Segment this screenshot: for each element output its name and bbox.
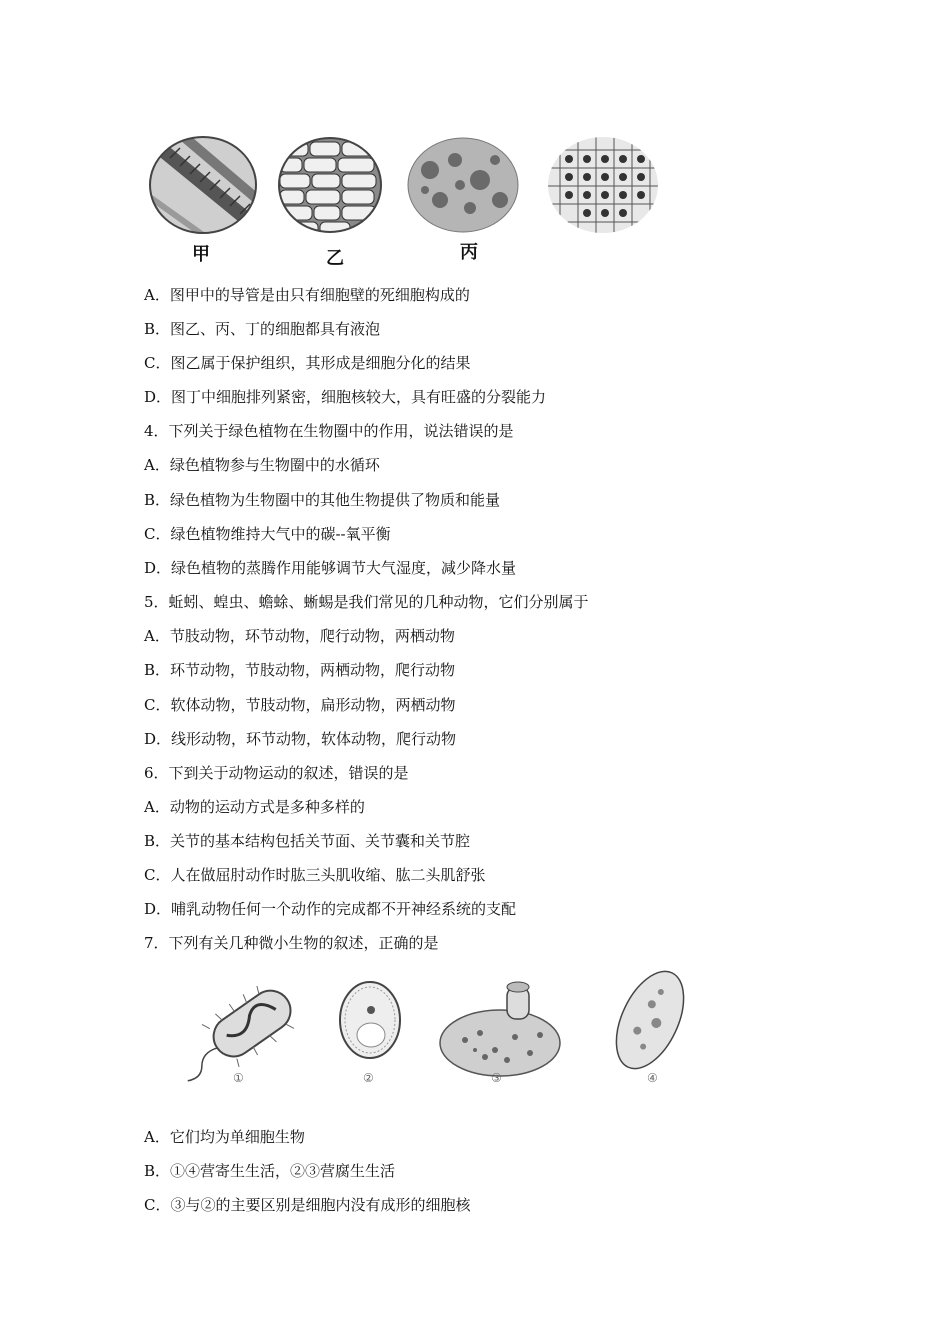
meristem-tissue-image bbox=[545, 130, 665, 240]
mesophyll-tissue-image bbox=[400, 130, 530, 240]
q7-option-b: B．①④营寄生生活，②③营腐生生活 bbox=[144, 1162, 396, 1180]
tissue-figure-drawing bbox=[140, 130, 670, 270]
q6-stem: 6．下到关于动物运动的叙述，错误的是 bbox=[144, 764, 409, 782]
q5-option-c: C．软体动物，节肢动物，扁形动物，两栖动物 bbox=[144, 696, 456, 714]
q4-option-c: C．绿色植物维持大气中的碳--氧平衡 bbox=[144, 525, 391, 543]
label-4: ④ bbox=[647, 1071, 658, 1085]
q3-option-a: A．图甲中的导管是由只有细胞壁的死细胞构成的 bbox=[144, 286, 470, 304]
vessel-tissue-image bbox=[140, 130, 270, 240]
q6-option-b: B．关节的基本结构包括关节面、关节囊和关节腔 bbox=[144, 832, 471, 850]
q5-stem: 5．蚯蚓、蝗虫、蟾蜍、蜥蜴是我们常见的几种动物，它们分别属于 bbox=[144, 593, 589, 611]
q3-option-d: D．图丁中细胞排列紧密，细胞核较大，具有旺盛的分裂能力 bbox=[144, 388, 547, 406]
protist-image bbox=[603, 965, 695, 1079]
q3-option-c: C．图乙属于保护组织，其形成是细胞分化的结果 bbox=[144, 354, 471, 372]
q7-stem: 7．下列有关几种微小生物的叙述，正确的是 bbox=[144, 934, 439, 952]
q5-option-a: A．节肢动物，环节动物，爬行动物，两栖动物 bbox=[144, 627, 455, 645]
yeast-image bbox=[340, 982, 400, 1058]
q6-option-d: D．哺乳动物任何一个动作的完成都不开神经系统的支配 bbox=[144, 900, 517, 918]
tissue-figure bbox=[140, 130, 670, 270]
label-1: ① bbox=[233, 1071, 244, 1085]
q3-option-b: B．图乙、丙、丁的细胞都具有液泡 bbox=[144, 320, 381, 338]
q7-option-c: C．③与②的主要区别是细胞内没有成形的细胞核 bbox=[144, 1196, 471, 1214]
q4-option-a: A．绿色植物参与生物圈中的水循环 bbox=[144, 456, 380, 474]
q6-option-a: A．动物的运动方式是多种多样的 bbox=[144, 798, 365, 816]
microbe-figure bbox=[145, 965, 695, 1095]
q6-option-c: C．人在做屈肘动作时肱三头肌收缩、肱二头肌舒张 bbox=[144, 866, 486, 884]
label-3: ③ bbox=[491, 1071, 502, 1085]
caption-yi: 乙 bbox=[326, 248, 344, 269]
q7-option-a: A．它们均为单细胞生物 bbox=[144, 1128, 305, 1146]
caption-bing: 丙 bbox=[460, 242, 478, 263]
microbe-figure-drawing bbox=[145, 965, 695, 1095]
q4-option-d: D．绿色植物的蒸腾作用能够调节大气湿度，减少降水量 bbox=[144, 559, 517, 577]
caption-jia: 甲 bbox=[192, 244, 210, 265]
q4-stem: 4．下列关于绿色植物在生物圈中的作用，说法错误的是 bbox=[144, 422, 514, 440]
q5-option-b: B．环节动物，节肢动物，两栖动物，爬行动物 bbox=[144, 661, 456, 679]
q4-option-b: B．绿色植物为生物圈中的其他生物提供了物质和能量 bbox=[144, 491, 501, 509]
label-2: ② bbox=[363, 1071, 374, 1085]
q5-option-d: D．线形动物，环节动物，软体动物，爬行动物 bbox=[144, 730, 457, 748]
fungus-image bbox=[440, 982, 560, 1076]
